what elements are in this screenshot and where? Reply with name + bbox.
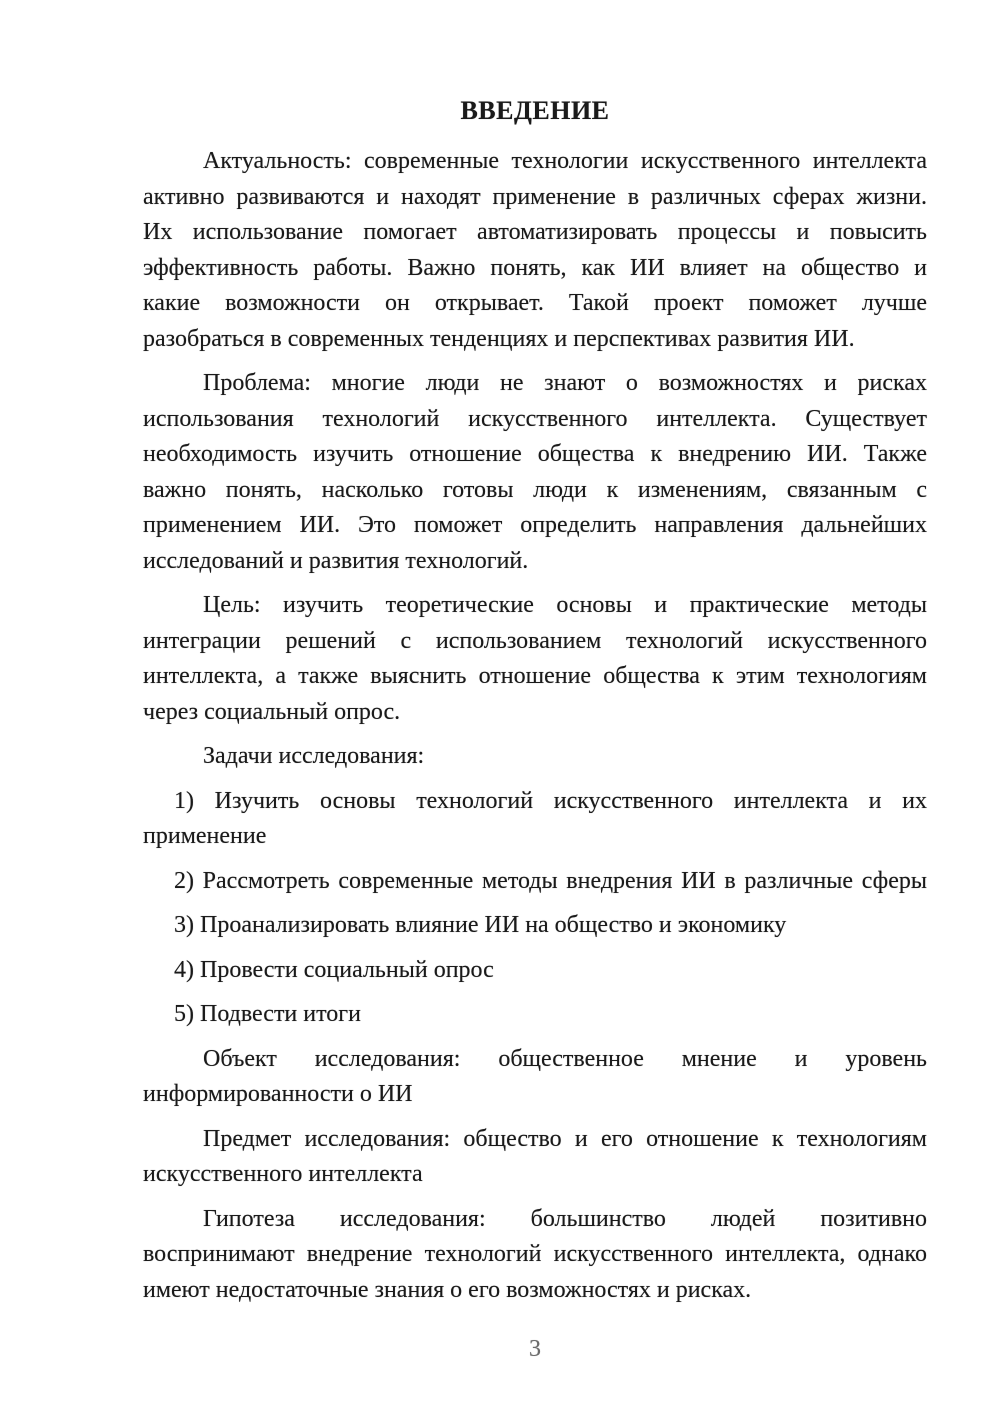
- list-item-task-3: [143, 908, 927, 944]
- list-item-task-2: [143, 864, 927, 900]
- page-title: ВВЕДЕНИЕ: [460, 96, 610, 125]
- paragraph-problema: [143, 366, 927, 579]
- text-line: важно понять, насколько готовы люди к изменениям, связанным с: [143, 476, 927, 503]
- text-line: через социальный опрос.: [143, 698, 401, 725]
- text-line: разобраться в современных тенденциях и перспективах развития ИИ.: [143, 325, 855, 352]
- text-line: применение: [143, 823, 267, 849]
- paragraph-obyekt: [143, 1042, 927, 1113]
- text-line: Объект исследования: общественное мнение и уровень: [203, 1045, 927, 1072]
- text-line: применением ИИ. Это поможет определить направления дальнейших: [143, 512, 927, 538]
- paragraph-tsel: [143, 588, 927, 730]
- text-line: Актуальность: современные технологии искусственного интеллекта: [203, 148, 927, 174]
- text-line: 1) Изучить основы технологий искусственного интеллекта и их: [174, 787, 927, 814]
- list-item-task-1: [143, 784, 927, 855]
- text-line: использования технологий искусственного интеллекта. Существует: [143, 405, 927, 432]
- text-line: Их использование помогает автоматизировать процессы и повысить: [143, 219, 927, 245]
- text-line: интеграции решений с использованием технологий искусственного: [143, 627, 927, 654]
- text-line: воспринимают внедрение технологий искусственного интеллекта, однако: [143, 1241, 927, 1267]
- text-line: эффективность работы. Важно понять, как ИИ влияет на общество и: [143, 254, 927, 281]
- text-line: Предмет исследования: общество и его отношение к технологиям: [203, 1125, 927, 1152]
- list-item-task-5: [143, 997, 927, 1033]
- text-line: исследований и развития технологий.: [143, 547, 529, 574]
- page-number: 3: [529, 1336, 541, 1362]
- text-line: Задачи исследования:: [203, 743, 425, 769]
- text-line: необходимость изучить отношение общества к внедрению ИИ. Также: [143, 441, 927, 467]
- text-line: интеллекта, а также выяснить отношение общества к этим технологиям: [143, 663, 927, 689]
- text-line: Проблема: многие люди не знают о возможностях и рисках: [203, 370, 927, 396]
- text-line: 5) Подвести итоги: [174, 1001, 361, 1027]
- text-line: информированности о ИИ: [143, 1081, 413, 1107]
- text-line: 3) Проанализировать влияние ИИ на общество и экономику: [174, 912, 787, 938]
- text-line: искусственного интеллекта: [143, 1161, 423, 1187]
- list-item-task-4: [143, 953, 927, 989]
- text-line: Гипотеза исследования: большинство людей позитивно: [203, 1205, 927, 1232]
- text-line: активно развиваются и находят применение в различных сферах жизни.: [143, 183, 927, 210]
- text-line: какие возможности он открывает. Такой проект поможет лучше: [143, 290, 927, 316]
- text-line: 4) Провести социальный опрос: [174, 956, 494, 983]
- text-line: Цель: изучить теоретические основы и практические методы: [203, 592, 927, 618]
- text-line: имеют недостаточные знания о его возможностях и рисках.: [143, 1276, 752, 1303]
- text-line: 2) Рассмотреть современные методы внедрения ИИ в различные сферы: [174, 867, 927, 894]
- paragraph-predmet: [143, 1122, 927, 1193]
- paragraph-zadachi-heading: [143, 739, 927, 775]
- paragraph-gipoteza: [143, 1202, 927, 1309]
- paragraph-aktualnost: [143, 144, 927, 357]
